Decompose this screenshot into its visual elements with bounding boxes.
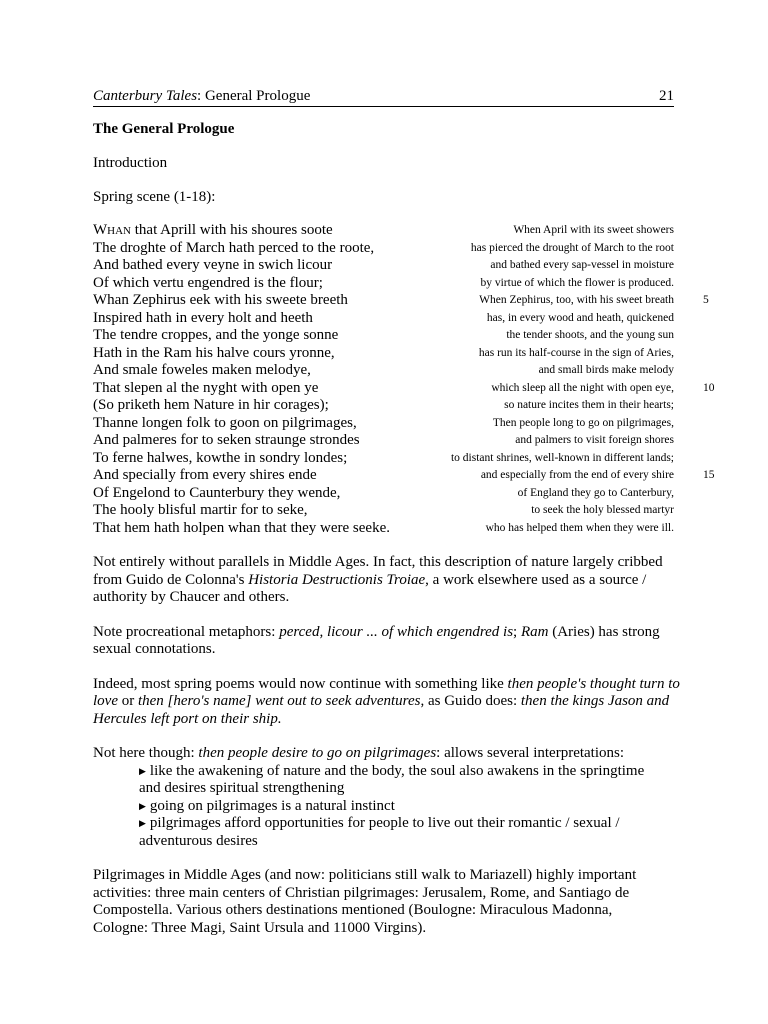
text-run: ; [513, 623, 521, 640]
line-number: 15 [703, 469, 715, 481]
text-run: Indeed, most spring poems would now continue with something like [93, 675, 508, 692]
list-item-text: pilgrimages afford opportunities for people to live out their romantic / sexual / [149, 815, 620, 831]
translation-line: has run its half-course in the sign of Aries, [478, 346, 674, 359]
list-item-text: like the awakening of nature and the body, the soul also awakens in the springtime [149, 762, 645, 779]
middle-english-line: Of Engelond to Caunterbury they wende, [93, 484, 341, 501]
middle-english-line: Inspired hath in every holt and heeth [93, 309, 313, 326]
verse-line [93, 432, 693, 450]
text-line: Compostella. Various others destinations mentioned (Boulogne: Miraculous Madonna, [93, 902, 613, 918]
middle-english-line: And specially from every shires ende [93, 467, 317, 483]
verse-line [93, 450, 693, 468]
triangle-bullet-icon: ▶ [139, 818, 146, 828]
translation-line: and small birds make melody [538, 364, 674, 376]
list-item [139, 815, 693, 833]
italic-text: then [hero's name] went out to seek adventures [137, 693, 421, 709]
verse-line [93, 275, 693, 293]
middle-english-line: To ferne halwes, kowthe in sondry londes; [93, 449, 348, 466]
translation-line: and especially from the end of every shire [480, 469, 674, 481]
paragraph-spring-poems [93, 676, 693, 729]
translation-line: to seek the holy blessed martyr [531, 504, 674, 516]
text-run: : allows several interpretations: [436, 745, 625, 761]
text-line: Pilgrimages in Middle Ages (and now: politicians still walk to Mariazell) highly important [93, 867, 637, 883]
middle-english-line: The hooly blisful martir for to seke, [93, 502, 308, 518]
middle-english-line: Of which vertu engendred is the flour; [93, 274, 323, 291]
translation-line: Then people long to go on pilgrimages, [492, 416, 674, 429]
list-item [139, 763, 693, 781]
middle-english-line [93, 222, 333, 241]
verse-line [93, 310, 693, 328]
italic-text: Historia Destructionis Troiae [248, 571, 426, 588]
list-item [139, 798, 693, 816]
translation-line: has pierced the drought of March to the root [470, 241, 674, 254]
middle-english-line: And bathed every veyne in swich licour [93, 257, 333, 273]
text-run: Note procreational metaphors: [93, 623, 280, 640]
translation-line: When April with its sweet showers [513, 224, 674, 236]
verse-line [93, 327, 693, 345]
middle-english-line: The tendre croppes, and the yonge sonne [93, 327, 339, 343]
verse-line [93, 379, 715, 398]
header-title-rest: : General Prologue [197, 88, 311, 104]
text-run: Not entirely without parallels in Middle Ages. In fact, this description of nature largely cribbed from Guido de Colonna's [93, 554, 663, 588]
text-run: Not here though: [93, 745, 199, 761]
middle-english-line: That hem hath holpen whan that they were seeke. [93, 519, 390, 536]
middle-english-line: Thanne longen folk to goon on pilgrimages, [93, 414, 357, 431]
middle-english-line: Hath in the Ram his halve cours yronne, [93, 344, 335, 361]
small-caps: HAN [107, 225, 132, 237]
verse-line [93, 415, 693, 433]
italic-text: then the kings Jason and Hercules left port on their ship. [93, 693, 670, 727]
translation-line: who has helped them when they were ill. [485, 521, 674, 534]
initial-letter: W [93, 222, 108, 238]
verse-line [93, 257, 693, 275]
middle-english-line: Whan Zephirus eek with his sweete breeth [93, 292, 348, 308]
middle-english-line: The droghte of March hath perced to the roote, [93, 239, 375, 256]
translation-line: and palmers to visit foreign shores [515, 434, 674, 446]
line-number: 5 [703, 294, 709, 306]
spacer [93, 659, 693, 676]
list-item-continuation: and desires spiritual strengthening [139, 780, 345, 796]
list-item-continuation: adventurous desires [139, 832, 258, 849]
verse-line [93, 222, 693, 240]
middle-english-rest: that Aprill with his shoures soote [131, 222, 333, 238]
middle-english-line: And palmeres for to seken straunge strondes [93, 432, 360, 448]
italic-text: Ram [520, 623, 549, 640]
verse-line [93, 345, 693, 363]
translation-line: the tender shoots, and the young sun [506, 329, 674, 341]
main-content [93, 120, 715, 937]
verse-line [93, 520, 693, 538]
page-number: 21 [659, 88, 674, 104]
triangle-bullet-icon: ▶ [139, 765, 146, 776]
translation-line: which sleep all the night with open eye, [491, 381, 674, 394]
list-item-text: going on pilgrimages is a natural instinct [149, 797, 395, 814]
text-run: (Aries) has strong sexual connotations. [93, 623, 660, 657]
spacer [93, 607, 693, 624]
spacer [93, 850, 693, 867]
running-header [93, 87, 674, 107]
translation-line: has, in every wood and heath, quickened [486, 311, 674, 324]
verse-line [93, 397, 693, 415]
translation-line: and bathed every sap-vessel in moisture [490, 259, 674, 271]
translation-line: to distant shrines, well-known in different lands; [450, 451, 674, 464]
text-run: or [117, 693, 138, 709]
middle-english-line: That slepen al the nyght with open ye [93, 379, 319, 396]
italic-text: then people's thought turn to love [93, 675, 680, 709]
line-number: 10 [703, 381, 715, 394]
introduction-heading: Introduction [93, 155, 168, 171]
paragraph-pilgrimages [93, 867, 693, 937]
paragraph-parallels [93, 554, 693, 607]
verse-block [93, 222, 715, 537]
italic-text: then people desire to go on pilgrimages [198, 745, 437, 761]
middle-english-line: And smale foweles maken melodye, [93, 362, 311, 378]
verse-line [93, 467, 715, 485]
italic-text: perced, licour ... of which engendred is [279, 623, 514, 640]
middle-english-line: (So priketh hem Nature in hir corages); [93, 397, 329, 413]
spacer [93, 537, 693, 554]
text-run: , a work elsewhere used as a source / authority by Chaucer and others. [93, 571, 647, 605]
spring-scene-heading: Spring scene (1-18): [93, 189, 216, 205]
paragraph-not-here [93, 745, 693, 763]
paragraph-metaphors [93, 624, 693, 659]
verse-line [93, 240, 693, 258]
interpretation-list [139, 763, 693, 851]
text-line: activities: three main centers of Christian pilgrimages: Jerusalem, Rome, and Santiago de [93, 884, 630, 901]
translation-line: of England they go to Canterbury, [517, 486, 674, 499]
verse-line [93, 502, 693, 520]
verse-line [93, 485, 693, 503]
spacer [93, 728, 693, 745]
text-line: Cologne: Three Magi, Saint Ursula and 11000 Virgins). [93, 919, 427, 936]
translation-line: so nature incites them in their hearts; [504, 399, 674, 411]
header-title [93, 87, 310, 105]
section-title: The General Prologue [93, 121, 235, 137]
translation-line: by virtue of which the flower is produced. [480, 276, 674, 289]
verse-line [93, 362, 693, 380]
triangle-bullet-icon: ▶ [139, 800, 146, 811]
text-run: , as Guido does: [420, 693, 521, 709]
header-title-italic: Canterbury Tales [93, 88, 198, 104]
translation-line: When Zephirus, too, with his sweet breath [479, 294, 674, 306]
verse-line [93, 292, 709, 310]
